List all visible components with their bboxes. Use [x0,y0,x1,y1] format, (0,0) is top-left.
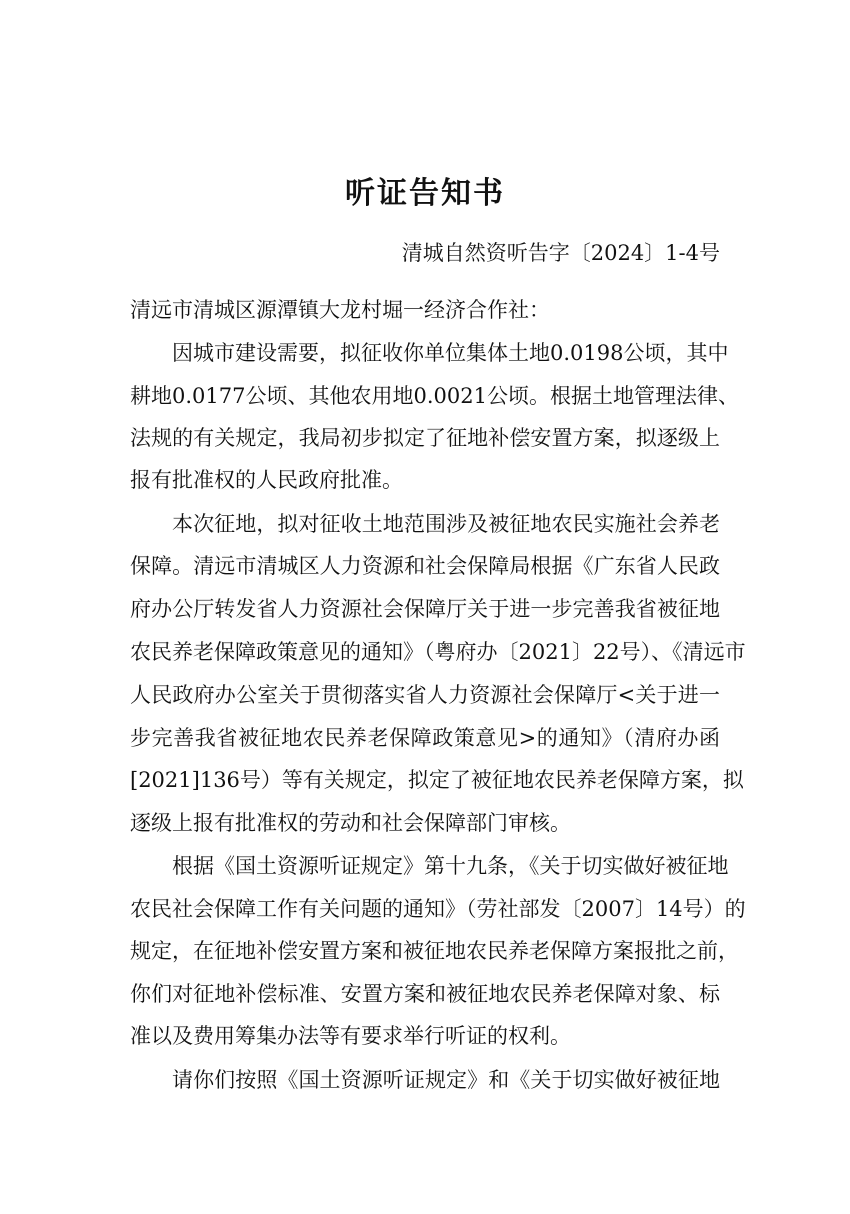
paragraph-3-line-2: 农民社会保障工作有关问题的通知》（劳社部发〔2007〕14号）的 [130,897,746,921]
paragraph-2-line-5: 人民政府办公室关于贯彻落实省人力资源社会保障厅<关于进一 [130,683,720,707]
addressee: 清远市清城区源潭镇大龙村堀一经济合作社： [130,298,550,322]
document-title: 听证告知书 [345,176,505,211]
paragraph-2-line-8: 逐级上报有批准权的劳动和社会保障部门审核。 [130,811,571,835]
paragraph-1-line-1: 因城市建设需要，拟征收你单位集体土地0.0198公顷，其中 [172,341,729,365]
paragraph-3-line-5: 准以及费用筹集办法等有要求举行听证的权利。 [130,1024,571,1048]
paragraph-1-line-2: 耕地0.0177公顷、其他农用地0.0021公顷。根据土地管理法律、 [130,384,739,408]
paragraph-3-line-1: 根据《国土资源听证规定》第十九条，《关于切实做好被征地 [172,854,729,878]
paragraph-3-line-4: 你们对征地补偿标准、安置方案和被征地农民养老保障对象、标 [130,982,720,1006]
paragraph-2-line-7: [2021]136号）等有关规定，拟定了被征地农民养老保障方案，拟 [130,768,744,792]
paragraph-3-line-3: 规定，在征地补偿安置方案和被征地农民养老保障方案报批之前， [130,939,739,963]
document-number: 清城自然资听告字〔2024〕1-4号 [401,241,720,265]
paragraph-1-line-4: 报有批准权的人民政府批准。 [130,468,403,492]
paragraph-2-line-4: 农民养老保障政策意见的通知》（粤府办〔2021〕22号）、《清远市 [130,640,746,664]
paragraph-2-line-3: 府办公厅转发省人力资源社会保障厅关于进一步完善我省被征地 [130,597,720,621]
paragraph-4-line-1: 请你们按照《国土资源听证规定》和《关于切实做好被征地 [172,1068,720,1092]
paragraph-1-line-3: 法规的有关规定，我局初步拟定了征地补偿安置方案，拟逐级上 [130,426,720,450]
paragraph-2-line-6: 步完善我省被征地农民养老保障政策意见>的通知》（清府办函 [130,726,720,750]
paragraph-2-line-1: 本次征地，拟对征收土地范围涉及被征地农民实施社会养老 [172,512,720,536]
paragraph-2-line-2: 保障。清远市清城区人力资源和社会保障局根据《广东省人民政 [130,554,720,578]
